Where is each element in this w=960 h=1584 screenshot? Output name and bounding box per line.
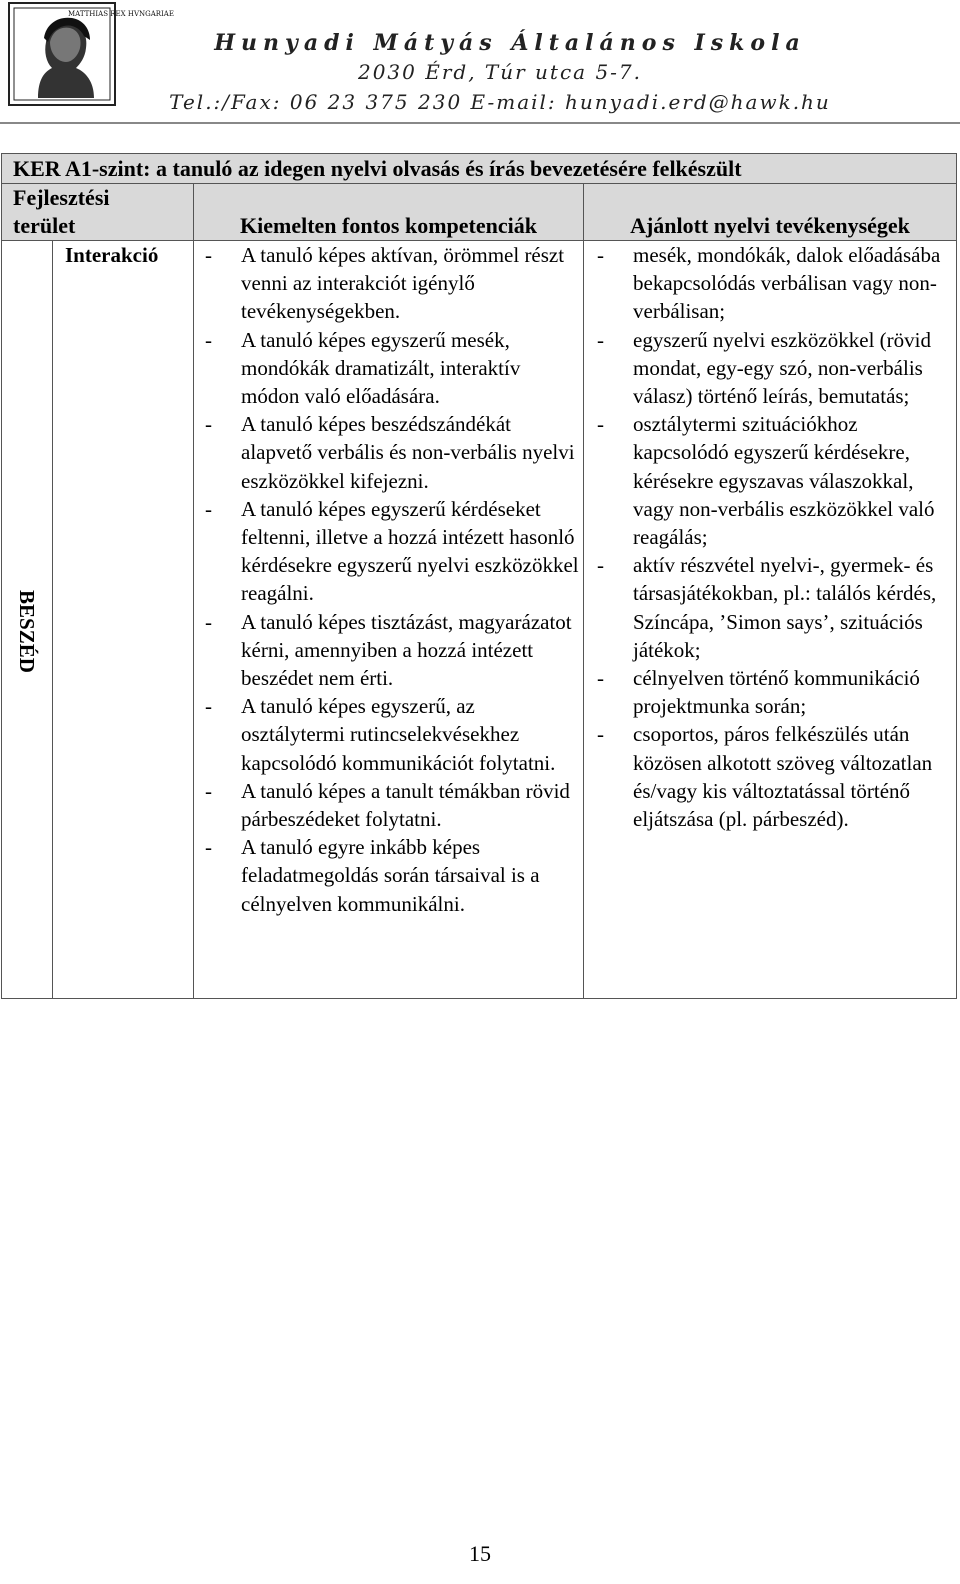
col-header-competencies-label: Kiemelten fontos kompetenciák	[240, 213, 537, 238]
list-item: - A tanuló egyre inkább képes feladatmegoldás során társaival is a célnyelven kommunikálni.	[194, 833, 583, 918]
competencies-list	[194, 241, 583, 918]
list-item: - A tanuló képes egyszerű, az osztálytermi rutincselekvésekhez kapcsolódó kommunikációt folytatni.	[194, 692, 583, 777]
col-header-area-line2: terület	[13, 213, 76, 238]
list-item: - A tanuló képes egyszerű kérdéseket feltenni, illetve a hozzá intézett hasonló kérdésekre egyszerű nyelvi eszközökkel reagálni.	[194, 495, 583, 608]
page-number: 15	[469, 1541, 491, 1566]
list-item: - csoportos, páros felkészülés után közösen alkotott szöveg változatlan és/vagy kis változtatással történő eljátszása (pl. párbeszéd).	[584, 720, 956, 833]
school-contact: Tel.:/Fax: 06 23 375 230 E-mail: hunyadi.erd@hawk.hu	[169, 90, 831, 114]
list-item: - A tanuló képes beszédszándékát alapvető verbális és non-verbális nyelvi eszközökkel kifejezni.	[194, 410, 583, 495]
header-divider	[0, 122, 960, 124]
activities-cell	[584, 241, 957, 999]
list-item: - egyszerű nyelvi eszközökkel (rövid mondat, egy-egy szó, non-verbális válasz) történő leírás, bemutatás;	[584, 326, 956, 411]
col-header-competencies	[194, 184, 584, 241]
competencies-cell	[194, 241, 584, 999]
list-item: - A tanuló képes egyszerű mesék, mondókák dramatizált, interaktív módon való előadására.	[194, 326, 583, 411]
side-label-cell	[2, 241, 53, 999]
list-item: - A tanuló képes a tanult témákban rövid párbeszédeket folytatni.	[194, 777, 583, 833]
list-item: - A tanuló képes aktívan, örömmel részt venni az interakciót igénylő tevékenységekben.	[194, 241, 583, 326]
school-address: 2030 Érd, Túr utca 5-7.	[357, 60, 643, 84]
svg-text:MATTHIAS REX HVNGARIAE: MATTHIAS REX HVNGARIAE	[68, 10, 174, 18]
list-item: - aktív részvétel nyelvi-, gyermek- és társasjátékokban, pl.: találós kérdés, Színcápa, ’Simon says’, szituációs játékok;	[584, 551, 956, 664]
area-cell: Interakció	[53, 241, 194, 999]
school-name: Hunyadi Mátyás Általános Iskola	[214, 30, 806, 56]
activities-list	[584, 241, 956, 833]
table-row	[2, 241, 957, 999]
col-header-activities-label: Ajánlott nyelvi tevékenységek	[630, 213, 910, 238]
list-item: - osztálytermi szituációkhoz kapcsolódó egyszerű kérdésekre, kérésekre egyszavas válaszokkal, vagy non-verbális eszközökkel való reagálás;	[584, 410, 956, 551]
table-title: KER A1-szint: a tanuló az idegen nyelvi olvasás és írás bevezetésére felkészült	[2, 154, 957, 184]
table-title-row	[2, 154, 957, 184]
competency-table	[1, 153, 957, 999]
col-header-activities	[584, 184, 957, 241]
list-item: - mesék, mondókák, dalok előadásába bekapcsolódás verbálisan vagy non-verbálisan;	[584, 241, 956, 326]
table-header-row	[2, 184, 957, 241]
col-header-area	[2, 184, 194, 241]
side-label: BESZÉD	[15, 589, 39, 673]
list-item: - A tanuló képes tisztázást, magyarázatot kérni, amennyiben a hozzá intézett beszédet nem érti.	[194, 608, 583, 693]
list-item: - célnyelven történő kommunikáció projektmunka során;	[584, 664, 956, 720]
col-header-area-line1: Fejlesztési	[13, 185, 110, 210]
